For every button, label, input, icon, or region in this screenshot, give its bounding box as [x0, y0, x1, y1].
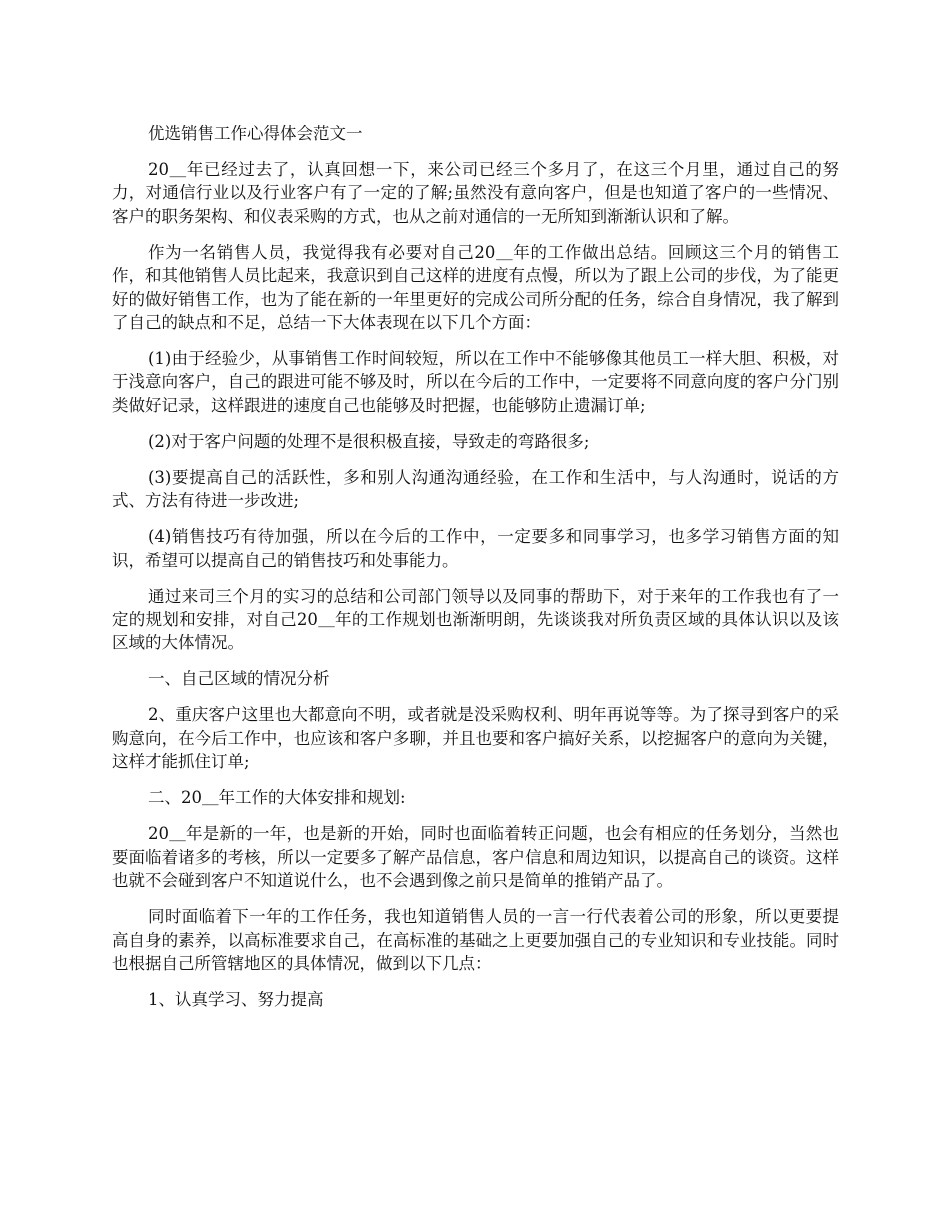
- list-item-1: (1)由于经验少，从事销售工作时间较短，所以在工作中不能够像其他员工一样大胆、积极，对于浅意向客户，自己的跟进可能不够及时，所以在今后的工作中，一定要将不同意向度的客户分门别类做好记录，这样跟进的速度自己也能够及时把握，也能够防止遗漏订单;: [112, 349, 839, 415]
- subheading-study: 1、认真学习、努力提高: [148, 989, 324, 1009]
- list-item-4: (4)销售技巧有待加强，所以在今后的工作中，一定要多和同事学习，也多学习销售方面的知识，希望可以提高自己的销售技巧和处事能力。: [112, 527, 839, 570]
- paragraph-summary: 作为一名销售人员，我觉得我有必要对自己20＿年的工作做出总结。回顾这三个月的销售工作，和其他销售人员比起来，我意识到自己这样的进度有点慢，所以为了跟上公司的步伐，为了能更好的做好销售工作，也为了能在新的一年里更好的完成公司所分配的任务，综合自身情况，我了解到了自己的缺点和不足，总结一下大体表现在以下几个方面：: [112, 242, 839, 333]
- document-body: [112, 122, 839, 1024]
- list-item-3: (3)要提高自己的活跃性，多和别人沟通沟通经验，在工作和生活中，与人沟通时，说话的方式、方法有待进一步改进;: [112, 467, 839, 511]
- paragraph-new-year: 20＿年是新的一年，也是新的开始，同时也面临着转正问题，也会有相应的任务划分，当然也要面临着诸多的考核，所以一定要多了解产品信息，客户信息和周边知识，以提高自己的谈资。这样也就不会碰到客户不知道说什么，也不会遇到像之前只是简单的推销产品了。: [112, 824, 839, 891]
- paragraph-intro: 20＿年已经过去了，认真回想一下，来公司已经三个多月了，在这三个月里，通过自己的努力，对通信行业以及行业客户有了一定的了解;虽然没有意向客户，但是也知道了客户的一些情况、客户的职务架构、和仪表采购的方式，也从之前对通信的一无所知到渐渐认识和了解。: [112, 160, 839, 226]
- paragraph-tasks: 同时面临着下一年的工作任务，我也知道销售人员的一言一行代表着公司的形象，所以更要提高自身的素养，以高标准要求自己，在高标准的基础之上更要加强自己的专业知识和专业技能。同时也根据自己所管辖地区的具体情况，做到以下几点：: [112, 907, 839, 973]
- section-heading-1: 一、自己区域的情况分析: [148, 669, 330, 689]
- section-heading-2: 二、20＿年工作的大体安排和规划:: [148, 788, 406, 808]
- paragraph-planning: 通过来司三个月的实习的总结和公司部门领导以及同事的帮助下，对于来年的工作我也有了一定的规划和安排，对自己20＿年的工作规划也渐渐明朗，先谈谈我对所负责区域的具体认识以及该区域的大体情况。: [112, 586, 839, 653]
- list-item-2: (2)对于客户问题的处理不是很积极直接，导致走的弯路很多;: [148, 431, 590, 451]
- document-title: 优选销售工作心得体会范文一: [148, 124, 363, 143]
- paragraph-region: 2、重庆客户这里也大都意向不明，或者就是没采购权利、明年再说等等。为了探寻到客户的采购意向，在今后工作中，也应该和客户多聊，并且也要和客户搞好关系，以挖掘客户的意向为关键，这样才能抓住订单;: [112, 705, 839, 772]
